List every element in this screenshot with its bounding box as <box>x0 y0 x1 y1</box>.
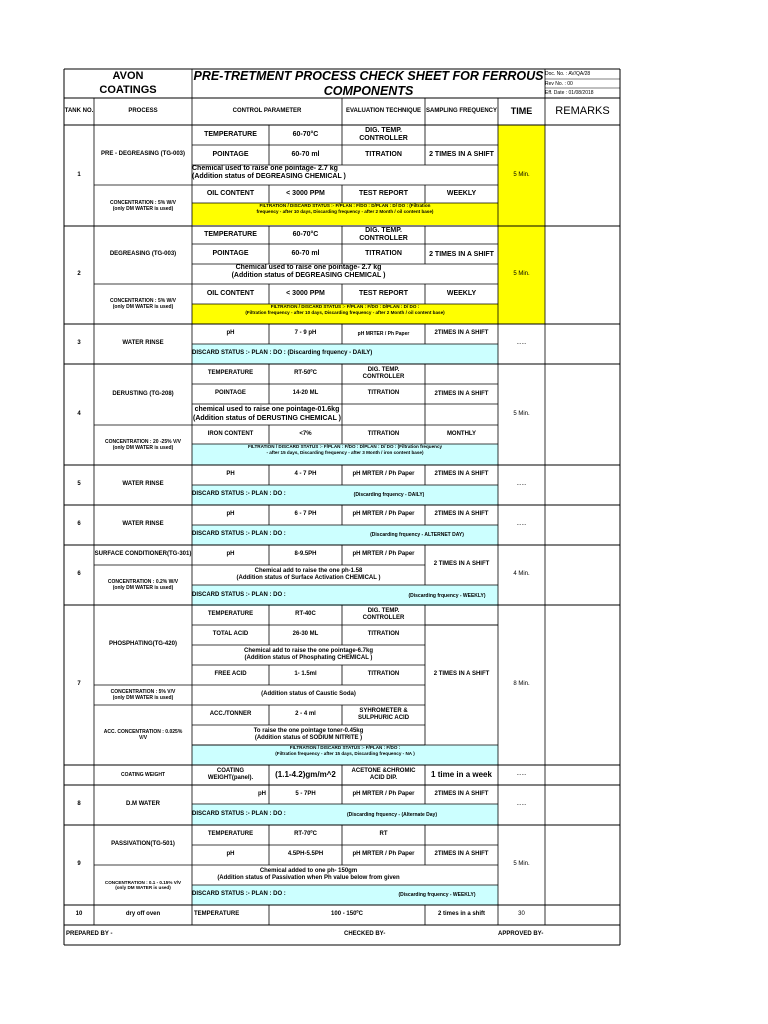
param-value: < 3000 PPM <box>286 189 325 197</box>
process-time: 5 Min. <box>513 171 530 178</box>
eval-technique: pH MRTER / Ph Paper <box>352 790 415 797</box>
revision-number: Rev No. : 00 <box>545 80 573 87</box>
process-name: PRE - DEGREASING (TG-003) <box>100 151 185 158</box>
eval-technique: pH MRTER / Ph Paper <box>352 551 415 558</box>
col-header-control: CONTROL PARAMETER <box>232 107 302 114</box>
param-value: (1.1-4.2)gm/m^2 <box>275 770 336 780</box>
eval-technique <box>342 605 425 625</box>
process-name: PASSIVATION(TG-501) <box>111 841 175 848</box>
eval-technique <box>342 226 425 244</box>
param-name: OIL CONTENT <box>206 189 255 197</box>
process-concentration-line: (only DM WATER is used) <box>115 885 171 890</box>
param-name: TEMPERATURE <box>207 370 254 377</box>
sampling-frequency: 2TIMES IN A SHIFT <box>434 851 489 858</box>
process-concentration-line: (only DM WATER is used) <box>112 445 174 451</box>
param-value: 60-70 ml <box>291 249 320 257</box>
col-header-sampling: SAMPLING FREQUENCY <box>425 107 497 114</box>
chemical-addition <box>192 404 342 425</box>
sampling-frequency: 2 TIMES IN A SHIFT <box>433 671 490 678</box>
eval-technique-line: SULPHURIC ACID <box>357 715 410 721</box>
company-name: COATINGS <box>99 84 157 97</box>
process-time: ...... <box>516 481 527 488</box>
process-time: 5 Min. <box>513 410 530 417</box>
process-concentration <box>94 565 192 605</box>
eval-technique <box>342 125 425 145</box>
eval-technique-line: SYHROMETER & <box>359 707 408 714</box>
chemical-addition-line: (Addition status of DEGREASING CHEMICAL ) <box>192 173 346 181</box>
param-value: 1- 1.5ml <box>294 671 317 678</box>
param-name: IRON CONTENT <box>207 430 254 437</box>
sampling-frequency: 2 times in a shift <box>437 911 485 918</box>
tank-number: 3 <box>77 340 81 347</box>
process-name: PHOSPHATING(TG-420) <box>109 641 177 648</box>
eval-technique: pH MRTER / Ph Paper <box>352 511 415 518</box>
process-concentration-line: CONCENTRATION : 5% W/V <box>109 298 177 304</box>
param-value: RT-50ºC <box>294 370 317 377</box>
eval-technique: TITRATION <box>367 671 400 678</box>
eval-technique-line: DIG. TEMP. <box>365 226 402 234</box>
chemical-addition-line: (Addition status of Passivation when Ph value below from given <box>217 875 400 881</box>
sampling-frequency: 2TIMES IN A SHIFT <box>434 330 489 337</box>
param-name-line: WEIGHT(panel). <box>207 775 254 781</box>
tank-number: 9 <box>77 861 81 868</box>
acc-concentration-line: ACC. CONCENTRATION : 0.025% <box>103 729 183 735</box>
col-header-time: TIME <box>510 106 533 117</box>
param-value: 5 - 7PH <box>295 790 316 797</box>
eval-technique: TITRATION <box>367 390 400 397</box>
chemical-addition <box>192 865 425 885</box>
param-name <box>192 765 269 785</box>
chemical-addition <box>192 165 425 185</box>
eval-technique: TITRATION <box>365 150 402 158</box>
process-concentration-line: CONCENTRATION : 5% V/V <box>110 689 176 695</box>
filtration-status-line: FILTRATION / DISCARD STATUS :- F/PLAN : F/DO : D/PLAN : D/ DO : (Filtration frequency <box>247 444 443 449</box>
discard-status: DISCARD STATUS :- PLAN : DO : (Discarding frquency - DAILY) <box>192 350 373 357</box>
param-name: ACC./TONNER <box>209 711 252 718</box>
col-header-process: PROCESS <box>128 107 158 114</box>
param-name: POINTAGE <box>212 150 249 158</box>
eval-technique <box>342 364 425 384</box>
caustic-addition: (Addition status of Caustic Soda) <box>261 691 356 698</box>
chemical-addition-line: Chemical added to one ph- 150gm <box>259 867 358 874</box>
param-value: < 3000 PPM <box>286 289 325 297</box>
chemical-addition-line: chemical used to raise one pointage-01.6kg <box>194 406 340 414</box>
company-name: AVON <box>112 69 144 82</box>
col-header-tank: TANK NO. <box>64 107 94 114</box>
param-value: 4 - 7 PH <box>294 471 317 478</box>
chemical-addition-line: Chemical used to raise one pointage- 2.7 kg <box>235 264 382 271</box>
filtration-status-line: frequency - after 10 days, Discarding frequency - after 2 Month / oil content base) <box>256 208 434 214</box>
sampling-frequency: 2TIMES IN A SHIFT <box>434 471 489 478</box>
param-name: TEMPERATURE <box>207 611 254 618</box>
filtration-status-line: FILTRATION / DISCARD STATUS :- F/PLAN : F/DO : <box>289 745 401 750</box>
discard-status: DISCARD STATUS :- PLAN : DO : <box>192 810 286 817</box>
param-name: POINTAGE <box>212 249 249 257</box>
tank-number: 2 <box>77 271 81 278</box>
tank-number: 6 <box>77 571 81 578</box>
process-name: SURFACE CONDITIONER(TG-301) <box>94 551 192 558</box>
tank-number: 10 <box>75 911 83 918</box>
eval-technique-line: CONTROLLER <box>359 135 408 142</box>
discard-frequency: (Discarding frquency - (Alternate Day) <box>346 811 438 818</box>
eval-technique: pH MRTER / Ph Paper <box>352 471 415 478</box>
tank-number: 8 <box>77 801 81 808</box>
discard-frequency: (Discarding frquency - WEEKLY) <box>398 892 476 898</box>
param-name: TEMPERATURE <box>204 130 257 138</box>
param-value: RT-40C <box>295 611 316 618</box>
process-concentration <box>94 425 192 465</box>
col-header-eval: EVALUATION TECHNIQUE <box>345 107 422 114</box>
eval-technique: TITRATION <box>365 249 402 257</box>
sampling-frequency: WEEKLY <box>446 189 477 197</box>
sheet-title: PRE-TRETMENT PROCESS CHECK SHEET FOR FERROUS COMPONENTS <box>193 70 544 98</box>
param-name: pH <box>226 551 235 558</box>
param-value: 4.5PH-5.5PH <box>287 851 324 858</box>
process-concentration-line: (only DM WATER is used) <box>112 695 174 701</box>
approved-by: APPROVED BY- <box>498 931 544 938</box>
process-time: 5 Min. <box>513 271 530 278</box>
eval-technique: TEST REPORT <box>358 289 408 297</box>
param-name: pH <box>226 330 235 337</box>
chemical-addition-line: (Addition status of DERUSTING CHEMICAL ) <box>192 414 342 422</box>
process-name: dry off oven <box>125 911 161 918</box>
process-name: DEGREASING (TG-003) <box>109 251 177 258</box>
process-name: COATING WEIGHT <box>120 772 166 778</box>
sampling-frequency: 2 TIMES IN A SHIFT <box>429 250 494 258</box>
process-time: 4 Min. <box>513 571 530 578</box>
eval-technique: TEST REPORT <box>358 189 408 197</box>
discard-frequency: (Discarding frquency - DAILY) <box>353 492 425 498</box>
eval-technique-line: DIG. TEMP. <box>367 607 400 614</box>
discard-status: DISCARD STATUS :- PLAN : DO : <box>192 531 286 538</box>
param-value: 7 - 9 pH <box>294 330 317 337</box>
process-time: ...... <box>516 521 527 528</box>
param-name: pH <box>226 511 235 518</box>
process-name: DERUSTING (TG-208) <box>112 390 174 397</box>
process-time: 8 Min. <box>513 681 530 688</box>
chemical-addition <box>192 645 425 665</box>
param-value: 2 - 4 ml <box>295 711 316 718</box>
sampling-frequency: 2TIMES IN A SHIFT <box>434 790 489 797</box>
chemical-addition-line: Chemical add to raise the one ph-1.58 <box>254 567 363 574</box>
chemical-addition-line: (Addition status of DEGREASING CHEMICAL ) <box>231 272 386 280</box>
param-value: 60-70°C <box>292 230 319 238</box>
toner-addition-line: To raise the one pointage toner-0.45kg <box>253 727 364 734</box>
filtration-status <box>192 203 498 225</box>
sampling-frequency: 2TIMES IN A SHIFT <box>434 511 489 518</box>
toner-addition-line: (Addition status of SODIUM NITRITE ) <box>254 735 363 741</box>
chemical-addition-line: (Addition status of Surface Activation CHEMICAL ) <box>236 575 381 581</box>
sampling-frequency: WEEKLY <box>446 289 477 297</box>
eval-technique: RT <box>379 831 388 838</box>
process-time: 30 <box>518 911 525 918</box>
sampling-frequency: 2 TIMES IN A SHIFT <box>433 561 490 568</box>
filtration-status <box>192 444 498 465</box>
tank-number: 1 <box>77 171 81 178</box>
eval-technique-line: CONTROLLER <box>362 374 405 380</box>
filtration-status-line: FILTRATION / DISCARD STATUS :- F/PLAN : F/DO : D/PLAN : D/ DO : <box>270 304 420 309</box>
process-time: ...... <box>516 340 527 347</box>
param-name: TOTAL ACID <box>212 631 249 638</box>
param-value: 14-20 ML <box>292 390 319 397</box>
param-name: pH <box>226 851 235 858</box>
param-value: 100 - 150ºC <box>331 911 363 918</box>
process-time: ...... <box>516 801 527 808</box>
eval-technique <box>342 705 425 725</box>
param-value: 6 - 7 PH <box>294 511 317 518</box>
sampling-frequency: 1 time in a week <box>431 770 492 780</box>
sampling-frequency: 2TIMES IN A SHIFT <box>434 390 489 397</box>
param-name: TEMPERATURE <box>194 911 240 918</box>
col-header-remarks: REMARKS <box>555 104 610 117</box>
process-concentration-line: CONCENTRATION : 5% W/V <box>109 199 177 206</box>
tank-number: 7 <box>77 681 81 688</box>
param-name: OIL CONTENT <box>206 289 255 297</box>
chemical-addition-line: Chemical used to raise one pointage- 2.7 kg <box>192 165 338 172</box>
process-concentration <box>94 284 192 324</box>
param-value: 60-70°C <box>292 130 319 138</box>
param-value: 8-9.5PH <box>294 551 317 558</box>
process-name: D.M WATER <box>126 801 160 808</box>
process-concentration <box>94 685 192 705</box>
eval-technique <box>342 765 425 785</box>
process-concentration-line: CONCENTRATION : 0.2% W/V <box>107 579 179 585</box>
process-time: 5 Min. <box>513 861 530 868</box>
tank-number: 6 <box>77 521 81 528</box>
toner-addition <box>192 725 425 745</box>
param-name: FREE ACID <box>214 671 247 678</box>
chemical-addition <box>192 264 425 284</box>
discard-frequency: (Discarding frquency - ALTERNET DAY) <box>370 532 464 538</box>
process-concentration <box>94 865 192 905</box>
param-value: 26-30 ML <box>292 631 319 638</box>
param-name: pH <box>258 790 266 797</box>
effective-date: Eff. Date : 01/08/2018 <box>545 90 594 96</box>
discard-frequency: (Discarding frquency - WEEKLY) <box>408 592 486 599</box>
filtration-status <box>192 745 498 765</box>
discard-status: DISCARD STATUS :- PLAN : DO : <box>192 891 286 898</box>
eval-technique-line: ACID DIP. <box>369 775 398 781</box>
eval-technique: TITRATION <box>367 430 400 437</box>
tank-number: 4 <box>77 410 81 417</box>
process-concentration-line: (only DM WATER is used) <box>112 304 174 310</box>
discard-status: DISCARD STATUS :- PLAN : DO : <box>192 591 286 598</box>
acc-concentration <box>94 705 192 765</box>
filtration-status-line: FILTRATION / DISCARD STATUS :- F/PLAN : F/DO : D/PLAN : D/ DO : (Filtration <box>259 203 431 208</box>
param-value: RT-70ºC <box>294 831 317 838</box>
tank-number: 5 <box>77 481 81 488</box>
prepared-by: PREPARED BY - <box>66 931 113 938</box>
filtration-status-line: (Filtration frequency - after 15 days, Discarding frequency - NA ) <box>275 750 415 756</box>
acc-concentration-line: V/V <box>138 735 148 741</box>
chemical-addition-line: (Addition status of Phosphating CHEMICAL ) <box>244 655 373 661</box>
sampling-frequency: MONTHLY <box>446 430 477 437</box>
param-name-line: COATING <box>216 767 245 774</box>
chemical-addition-line: Chemical add to raise the one pointage-6.7kg <box>243 647 374 654</box>
process-name: WATER RINSE <box>122 521 164 528</box>
process-concentration-line: CONCENTRATION : 0.1 - 0.15% V/V <box>104 879 182 885</box>
filtration-status <box>192 304 498 324</box>
eval-technique-line: CONTROLLER <box>362 615 405 621</box>
chemical-addition <box>192 565 425 585</box>
eval-technique: pH MRTER / Ph Paper <box>352 851 415 858</box>
param-name: POINTAGE <box>215 390 246 397</box>
process-name: WATER RINSE <box>122 340 164 347</box>
doc-number: Doc. No. : AV/QA/28 <box>545 71 591 77</box>
param-name: TEMPERATURE <box>207 831 254 838</box>
param-name: TEMPERATURE <box>204 230 257 238</box>
process-concentration-line: (only DM WATER is used) <box>112 205 174 212</box>
discard-status: DISCARD STATUS :- PLAN : DO : <box>192 491 286 498</box>
process-time: ...... <box>516 771 527 778</box>
checked-by: CHECKED BY- <box>344 931 386 938</box>
eval-technique-line: CONTROLLER <box>359 235 408 242</box>
eval-technique: pH MRTER / Ph Paper <box>357 331 410 337</box>
eval-technique: TITRATION <box>367 631 400 638</box>
filtration-status-line: (Filtration frequency - after 10 days, Discarding frequency - after 2 Month / oil content base) <box>245 309 445 315</box>
process-concentration-line: (only DM WATER is used) <box>112 585 174 591</box>
eval-technique-line: ACETONE &CHROMIC <box>351 767 416 774</box>
sampling-frequency: 2 TIMES IN A SHIFT <box>429 150 494 158</box>
process-concentration-line: CONCENTRATION : 20 -25% V/V <box>104 439 182 445</box>
process-concentration <box>94 185 192 226</box>
param-name: PH <box>226 471 235 478</box>
eval-technique-line: DIG. TEMP. <box>365 126 402 134</box>
param-value: 60-70 ml <box>291 150 320 158</box>
process-name: WATER RINSE <box>122 481 164 488</box>
eval-technique-line: DIG. TEMP. <box>367 366 400 373</box>
filtration-status-line: - after 15 days, Discarding frequency - after 3 Month / iron content base) <box>266 449 424 455</box>
param-value: <7% <box>299 430 312 437</box>
